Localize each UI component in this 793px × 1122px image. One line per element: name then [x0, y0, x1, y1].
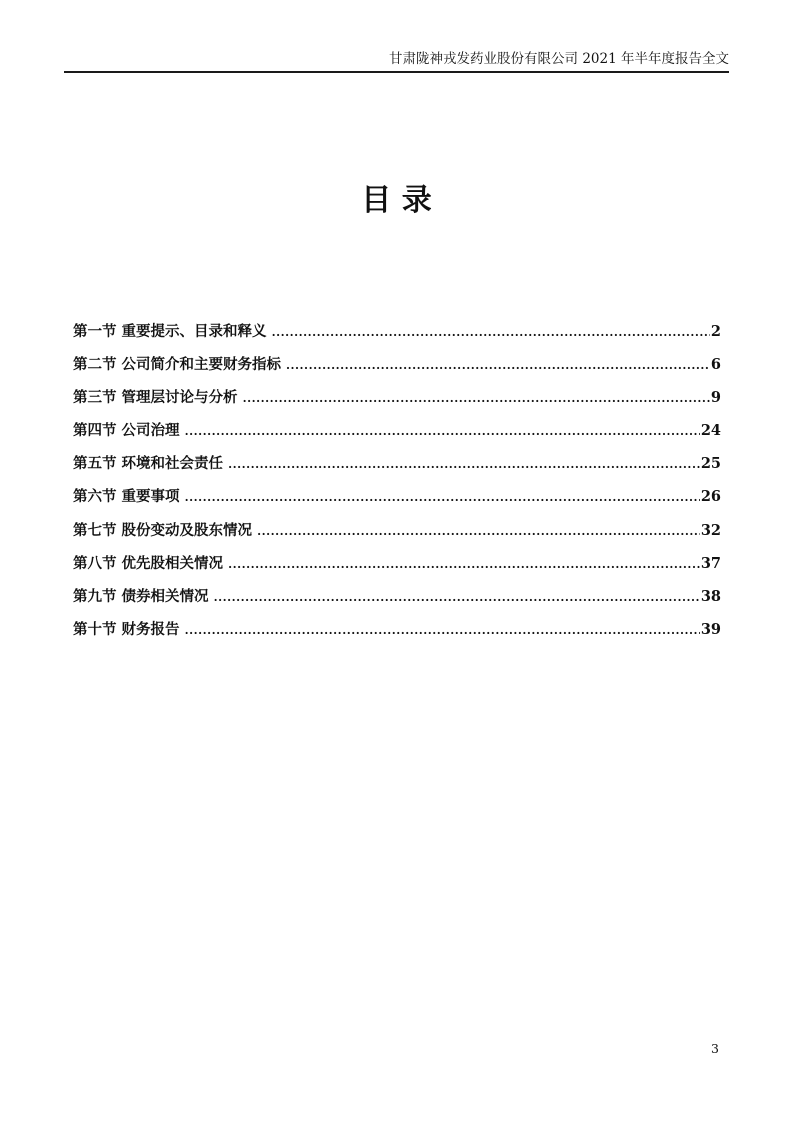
- toc-entry[interactable]: [73, 315, 721, 348]
- page-title: 目录: [361, 183, 443, 218]
- toc-leader-dots: [286, 349, 710, 382]
- toc-entry-page: 25: [700, 455, 721, 473]
- toc-entry-label: 第五节 环境和社会责任: [73, 455, 224, 473]
- footer-page-number: 3: [711, 1041, 719, 1056]
- toc-entry[interactable]: [73, 381, 721, 414]
- toc-leader-dots: [185, 481, 700, 514]
- toc-entry-label: 第二节 公司简介和主要财务指标: [73, 356, 282, 374]
- toc-entry-page: 9: [710, 389, 721, 407]
- toc: [64, 315, 729, 646]
- toc-entry[interactable]: [73, 514, 721, 547]
- toc-leader-dots: [228, 548, 700, 581]
- toc-leader-dots: [272, 316, 710, 349]
- toc-entry-page: 6: [710, 356, 721, 374]
- toc-leader-dots: [185, 415, 700, 448]
- toc-entry-label: 第七节 股份变动及股东情况: [73, 521, 253, 539]
- toc-leader-dots: [243, 382, 710, 415]
- toc-entry-page: 24: [700, 422, 721, 440]
- toc-entry[interactable]: [73, 613, 721, 646]
- toc-entry[interactable]: [73, 447, 721, 480]
- toc-entry[interactable]: [73, 348, 721, 381]
- toc-leader-dots: [257, 515, 700, 548]
- toc-entry-page: 26: [700, 488, 721, 506]
- toc-entry[interactable]: [73, 414, 721, 447]
- toc-entry[interactable]: [73, 480, 721, 513]
- report-header: [64, 0, 729, 73]
- toc-leader-dots: [228, 448, 700, 481]
- toc-entry-label: 第四节 公司治理: [73, 422, 180, 440]
- toc-entry-label: 第九节 债券相关情况: [73, 587, 209, 605]
- toc-entry-page: 37: [700, 554, 721, 572]
- toc-entry-label: 第六节 重要事项: [73, 488, 180, 506]
- toc-leader-dots: [214, 581, 700, 614]
- toc-entry-label: 第三节 管理层讨论与分析: [73, 389, 238, 407]
- toc-entry-label: 第八节 优先股相关情况: [73, 554, 224, 572]
- toc-entry-page: 38: [700, 587, 721, 605]
- toc-entry-label: 第十节 财务报告: [73, 620, 180, 638]
- toc-entry-page: 32: [700, 521, 721, 539]
- toc-entry[interactable]: [73, 580, 721, 613]
- toc-entry-label: 第一节 重要提示、目录和释义: [73, 323, 267, 340]
- report-header-text: 甘肃陇神戎发药业股份有限公司 2021 年半年度报告全文: [389, 51, 729, 67]
- toc-entry[interactable]: [73, 547, 721, 580]
- toc-entry-page: 39: [700, 620, 721, 638]
- toc-leader-dots: [185, 614, 700, 647]
- toc-entry-page: 2: [710, 323, 721, 340]
